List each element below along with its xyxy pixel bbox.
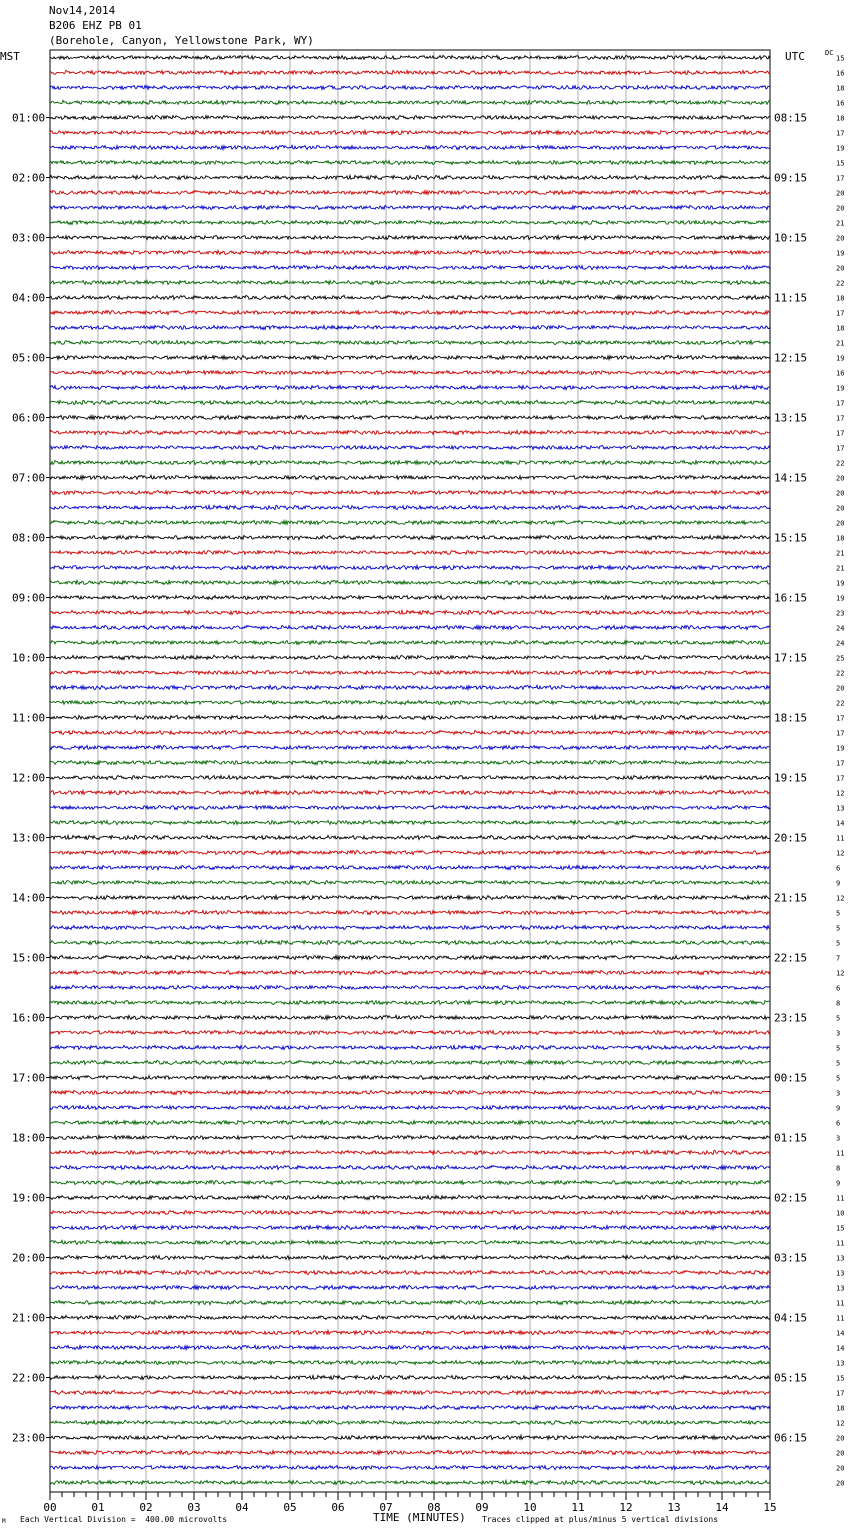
utc-hour-label: 08:15 [774, 111, 808, 125]
seismic-trace [50, 595, 770, 599]
dc-offset-label: 7 [836, 954, 841, 963]
seismic-trace [50, 1435, 770, 1439]
utc-hour-label: 14:15 [774, 471, 808, 485]
mst-hour-label: 19:00 [12, 1191, 46, 1205]
seismic-trace [50, 1315, 770, 1319]
dc-offset-label: 20 [836, 474, 845, 483]
x-tick-label: 04 [235, 1501, 249, 1514]
station-location: (Borehole, Canyon, Yellowstone Park, WY) [49, 34, 314, 47]
mst-axis-title: MST [0, 50, 20, 63]
dc-offset-label: 3 [836, 1089, 841, 1098]
utc-hour-label: 15:15 [774, 531, 808, 545]
seismic-trace [50, 565, 770, 569]
x-tick-label: 10 [523, 1501, 537, 1514]
corner-mark: M [2, 1518, 6, 1525]
seismic-trace [50, 475, 770, 479]
seismic-trace [50, 250, 770, 254]
seismic-trace [50, 730, 770, 734]
utc-hour-label: 01:15 [774, 1131, 808, 1145]
dc-offset-label: 17 [836, 174, 845, 183]
seismic-trace [50, 1105, 770, 1109]
dc-offset-label: 11 [836, 834, 845, 843]
x-tick-label: 14 [715, 1501, 729, 1514]
seismic-trace [50, 670, 770, 674]
seismic-trace [50, 641, 770, 645]
dc-offset-label: 15 [836, 1374, 845, 1383]
utc-hour-label: 17:15 [774, 651, 808, 665]
x-tick-label: 03 [187, 1501, 201, 1514]
seismic-trace [50, 806, 770, 810]
seismic-trace [50, 266, 770, 270]
dc-offset-label: 5 [836, 924, 841, 933]
seismic-trace [50, 1090, 770, 1094]
dc-offset-label: 17 [836, 444, 845, 453]
dc-offset-label: 6 [836, 864, 841, 873]
dc-offset-label: 12 [836, 789, 845, 798]
seismic-trace [50, 85, 770, 89]
seismic-trace [50, 1060, 770, 1064]
seismic-trace [50, 1240, 770, 1244]
x-tick-label: 11 [571, 1501, 585, 1514]
dc-offset-label: 18 [836, 324, 845, 333]
mst-hour-label: 11:00 [12, 711, 46, 725]
seismic-trace [50, 895, 770, 899]
dc-offset-label: 14 [836, 1344, 845, 1353]
seismic-trace [50, 925, 770, 929]
dc-offset-label: 15 [836, 1224, 845, 1233]
dc-offset-label: 8 [836, 999, 841, 1008]
seismic-trace [50, 580, 770, 584]
dc-offset-label: 22 [836, 669, 845, 678]
dc-offset-label: 19 [836, 579, 845, 588]
seismic-trace [50, 145, 770, 149]
x-tick-label: 05 [283, 1501, 297, 1514]
seismic-trace [50, 940, 770, 944]
dc-offset-label: 5 [836, 1074, 841, 1083]
mst-hour-label: 20:00 [12, 1251, 46, 1265]
dc-offset-label: 9 [836, 879, 841, 888]
utc-hour-label: 20:15 [774, 831, 808, 845]
mst-hour-label: 22:00 [12, 1371, 46, 1385]
x-tick-label: 01 [91, 1501, 105, 1514]
seismic-trace [50, 1136, 770, 1140]
seismic-trace [50, 1181, 770, 1185]
seismic-trace [50, 910, 770, 914]
seismic-trace [50, 1345, 770, 1349]
dc-offset-label: 11 [836, 1149, 845, 1158]
seismic-trace [50, 70, 770, 74]
seismic-trace [50, 520, 770, 524]
seismic-trace [50, 820, 770, 824]
utc-hour-label: 02:15 [774, 1191, 808, 1205]
dc-offset-label: 20 [836, 189, 845, 198]
dc-offset-label: 20 [836, 234, 845, 243]
seismic-trace [50, 1270, 770, 1274]
mst-hour-label: 14:00 [12, 891, 46, 905]
seismic-trace [50, 295, 770, 299]
utc-hour-label: 11:15 [774, 291, 808, 305]
seismic-trace [50, 1210, 770, 1214]
dc-offset-label: 15 [836, 54, 845, 63]
plot-date: Nov14,2014 [49, 4, 116, 17]
seismic-trace [50, 1375, 770, 1379]
seismic-trace [50, 415, 770, 419]
utc-axis-title: UTC [785, 50, 805, 63]
x-tick-label: 09 [475, 1501, 489, 1514]
seismic-trace [50, 551, 770, 555]
dc-offset-label: 18 [836, 294, 845, 303]
dc-offset-label: 9 [836, 1104, 841, 1113]
dc-offset-label: 12 [836, 894, 845, 903]
x-tick-label: 15 [763, 1501, 777, 1514]
dc-offset-label: 11 [836, 1239, 845, 1248]
utc-hour-label: 19:15 [774, 771, 808, 785]
dc-offset-label: 5 [836, 1014, 841, 1023]
dc-offset-label: 20 [836, 204, 845, 213]
utc-hour-label: 04:15 [774, 1311, 808, 1325]
dc-offset-label: 21 [836, 339, 845, 348]
x-tick-label: 12 [619, 1501, 633, 1514]
dc-offset-label: 20 [836, 264, 845, 273]
seismic-trace [50, 1195, 770, 1199]
seismic-trace [50, 430, 770, 434]
dc-axis-title: DC [825, 49, 834, 57]
dc-offset-label: 8 [836, 1164, 841, 1173]
seismic-trace [50, 1465, 770, 1469]
dc-offset-label: 13 [836, 1269, 845, 1278]
dc-offset-label: 18 [836, 84, 845, 93]
seismic-trace [50, 1390, 770, 1394]
dc-offset-label: 12 [836, 1419, 845, 1428]
seismic-trace [50, 160, 770, 164]
seismic-trace [50, 790, 770, 794]
mst-hour-label: 06:00 [12, 411, 46, 425]
dc-offset-label: 20 [836, 684, 845, 693]
seismic-trace [50, 1000, 770, 1004]
x-tick-label: 08 [427, 1501, 441, 1514]
dc-offset-label: 13 [836, 1254, 845, 1263]
seismic-trace [50, 1406, 770, 1410]
seismic-trace [50, 130, 770, 134]
dc-offset-label: 20 [836, 1434, 845, 1443]
mst-hour-label: 01:00 [12, 111, 46, 125]
seismic-trace [50, 1015, 770, 1019]
utc-hour-label: 00:15 [774, 1071, 808, 1085]
dc-offset-label: 17 [836, 429, 845, 438]
seismic-trace [50, 1165, 770, 1169]
dc-offset-label: 11 [836, 1314, 845, 1323]
dc-offset-label: 18 [836, 114, 845, 123]
utc-hour-label: 21:15 [774, 891, 808, 905]
dc-offset-label: 19 [836, 384, 845, 393]
seismic-trace [50, 325, 770, 329]
mst-hour-label: 17:00 [12, 1071, 46, 1085]
dc-offset-label: 5 [836, 1059, 841, 1068]
dc-offset-label: 22 [836, 699, 845, 708]
dc-offset-label: 20 [836, 1479, 845, 1488]
dc-offset-label: 20 [836, 504, 845, 513]
dc-offset-label: 11 [836, 1299, 845, 1308]
dc-offset-label: 15 [836, 159, 845, 168]
dc-offset-label: 20 [836, 489, 845, 498]
dc-offset-label: 5 [836, 909, 841, 918]
mst-hour-label: 15:00 [12, 951, 46, 965]
dc-offset-label: 18 [836, 1404, 845, 1413]
dc-offset-label: 6 [836, 984, 841, 993]
dc-offset-label: 21 [836, 219, 845, 228]
dc-offset-label: 25 [836, 654, 845, 663]
dc-offset-label: 20 [836, 1464, 845, 1473]
mst-hour-label: 03:00 [12, 231, 46, 245]
seismic-trace [50, 880, 770, 884]
seismic-trace [50, 835, 770, 839]
dc-offset-label: 20 [836, 519, 845, 528]
utc-hour-label: 22:15 [774, 951, 808, 965]
dc-offset-label: 5 [836, 939, 841, 948]
dc-offset-label: 17 [836, 1389, 845, 1398]
utc-hour-label: 23:15 [774, 1011, 808, 1025]
seismic-trace [50, 445, 770, 449]
dc-offset-label: 16 [836, 369, 845, 378]
seismic-trace [50, 1450, 770, 1454]
dc-offset-label: 19 [836, 144, 845, 153]
mst-hour-label: 08:00 [12, 531, 46, 545]
seismic-trace [50, 760, 770, 764]
mst-hour-label: 02:00 [12, 171, 46, 185]
utc-hour-label: 09:15 [774, 171, 808, 185]
mst-hour-label: 04:00 [12, 291, 46, 305]
seismic-trace [50, 235, 770, 239]
dc-offset-label: 22 [836, 279, 845, 288]
mst-hour-label: 09:00 [12, 591, 46, 605]
seismic-trace [50, 850, 770, 854]
dc-offset-label: 5 [836, 1044, 841, 1053]
seismic-trace [50, 1225, 770, 1229]
mst-hour-label: 23:00 [12, 1431, 46, 1445]
seismic-trace [50, 1480, 770, 1484]
seismic-trace [50, 190, 770, 194]
dc-offset-label: 18 [836, 534, 845, 543]
seismic-trace [50, 535, 770, 539]
mst-hour-label: 07:00 [12, 471, 46, 485]
seismic-trace [50, 355, 770, 359]
mst-hour-label: 12:00 [12, 771, 46, 785]
seismic-trace [50, 1300, 770, 1304]
x-tick-label: 00 [43, 1501, 57, 1514]
seismic-trace [50, 625, 770, 629]
utc-hour-label: 18:15 [774, 711, 808, 725]
seismic-trace [50, 685, 770, 689]
dc-offset-label: 24 [836, 639, 845, 648]
seismic-trace [50, 220, 770, 224]
dc-offset-label: 24 [836, 624, 845, 633]
seismic-trace [50, 1076, 770, 1080]
x-tick-label: 02 [139, 1501, 153, 1514]
dc-offset-label: 12 [836, 969, 845, 978]
utc-hour-label: 05:15 [774, 1371, 808, 1385]
clip-note: Traces clipped at plus/minus 5 vertical divisions [482, 1515, 719, 1524]
seismic-trace [50, 340, 770, 344]
seismic-trace [50, 175, 770, 179]
dc-offset-label: 16 [836, 99, 845, 108]
seismic-trace [50, 280, 770, 284]
x-axis-title: TIME (MINUTES) [373, 1511, 466, 1524]
dc-offset-label: 17 [836, 399, 845, 408]
seismic-trace [50, 460, 770, 464]
seismic-trace [50, 1045, 770, 1049]
x-tick-label: 07 [379, 1501, 393, 1514]
dc-offset-label: 17 [836, 729, 845, 738]
dc-offset-label: 20 [836, 1449, 845, 1458]
dc-offset-label: 17 [836, 129, 845, 138]
utc-hour-label: 12:15 [774, 351, 808, 365]
seismic-trace [50, 505, 770, 509]
utc-hour-label: 10:15 [774, 231, 808, 245]
dc-offset-label: 17 [836, 714, 845, 723]
dc-offset-label: 16 [836, 69, 845, 78]
seismic-trace [50, 971, 770, 975]
seismic-trace [50, 385, 770, 389]
dc-offset-label: 17 [836, 774, 845, 783]
seismic-trace [50, 1420, 770, 1424]
dc-offset-label: 17 [836, 759, 845, 768]
dc-offset-label: 3 [836, 1134, 841, 1143]
utc-hour-label: 03:15 [774, 1251, 808, 1265]
mst-hour-label: 05:00 [12, 351, 46, 365]
seismic-trace [50, 1285, 770, 1289]
dc-offset-label: 13 [836, 1284, 845, 1293]
station-name: B206 EHZ PB 01 [49, 19, 142, 32]
dc-offset-label: 19 [836, 744, 845, 753]
seismic-trace [50, 865, 770, 869]
dc-offset-label: 19 [836, 354, 845, 363]
dc-offset-label: 22 [836, 459, 845, 468]
x-tick-label: 13 [667, 1501, 681, 1514]
seismic-trace [50, 1330, 770, 1334]
seismic-trace [50, 1360, 770, 1364]
seismic-trace [50, 371, 770, 375]
dc-offset-label: 17 [836, 309, 845, 318]
seismic-trace [50, 1030, 770, 1034]
dc-offset-label: 9 [836, 1179, 841, 1188]
utc-hour-label: 06:15 [774, 1431, 808, 1445]
seismic-trace [50, 490, 770, 494]
dc-offset-label: 11 [836, 1194, 845, 1203]
seismic-trace [50, 311, 770, 315]
seismic-trace [50, 55, 770, 59]
dc-offset-label: 17 [836, 414, 845, 423]
dc-offset-label: 3 [836, 1029, 841, 1038]
seismic-trace [50, 610, 770, 614]
seismic-trace [50, 701, 770, 705]
seismic-trace [50, 655, 770, 659]
scale-note: Each Vertical Division = 400.00 microvolts [20, 1515, 228, 1524]
dc-offset-label: 10 [836, 1209, 845, 1218]
seismic-trace [50, 400, 770, 404]
seismic-trace [50, 1120, 770, 1124]
utc-hour-label: 16:15 [774, 591, 808, 605]
mst-hour-label: 10:00 [12, 651, 46, 665]
dc-offset-label: 21 [836, 549, 845, 558]
utc-hour-label: 13:15 [774, 411, 808, 425]
mst-hour-label: 13:00 [12, 831, 46, 845]
seismic-trace [50, 775, 770, 779]
seismic-trace [50, 985, 770, 989]
mst-hour-label: 18:00 [12, 1131, 46, 1145]
dc-offset-label: 12 [836, 849, 845, 858]
dc-offset-label: 14 [836, 819, 845, 828]
seismic-trace [50, 955, 770, 959]
x-tick-label: 06 [331, 1501, 345, 1514]
seismic-trace [50, 206, 770, 210]
dc-offset-label: 19 [836, 249, 845, 258]
seismic-trace [50, 1255, 770, 1259]
dc-offset-label: 13 [836, 1359, 845, 1368]
dc-offset-label: 6 [836, 1119, 841, 1128]
dc-offset-label: 13 [836, 804, 845, 813]
mst-hour-label: 16:00 [12, 1011, 46, 1025]
dc-offset-label: 19 [836, 594, 845, 603]
dc-offset-label: 23 [836, 609, 845, 618]
mst-hour-label: 21:00 [12, 1311, 46, 1325]
seismic-trace [50, 100, 770, 104]
seismic-trace [50, 746, 770, 750]
dc-offset-label: 14 [836, 1329, 845, 1338]
dc-offset-label: 21 [836, 564, 845, 573]
seismic-trace [50, 1150, 770, 1154]
seismic-trace [50, 715, 770, 719]
seismic-trace [50, 115, 770, 119]
